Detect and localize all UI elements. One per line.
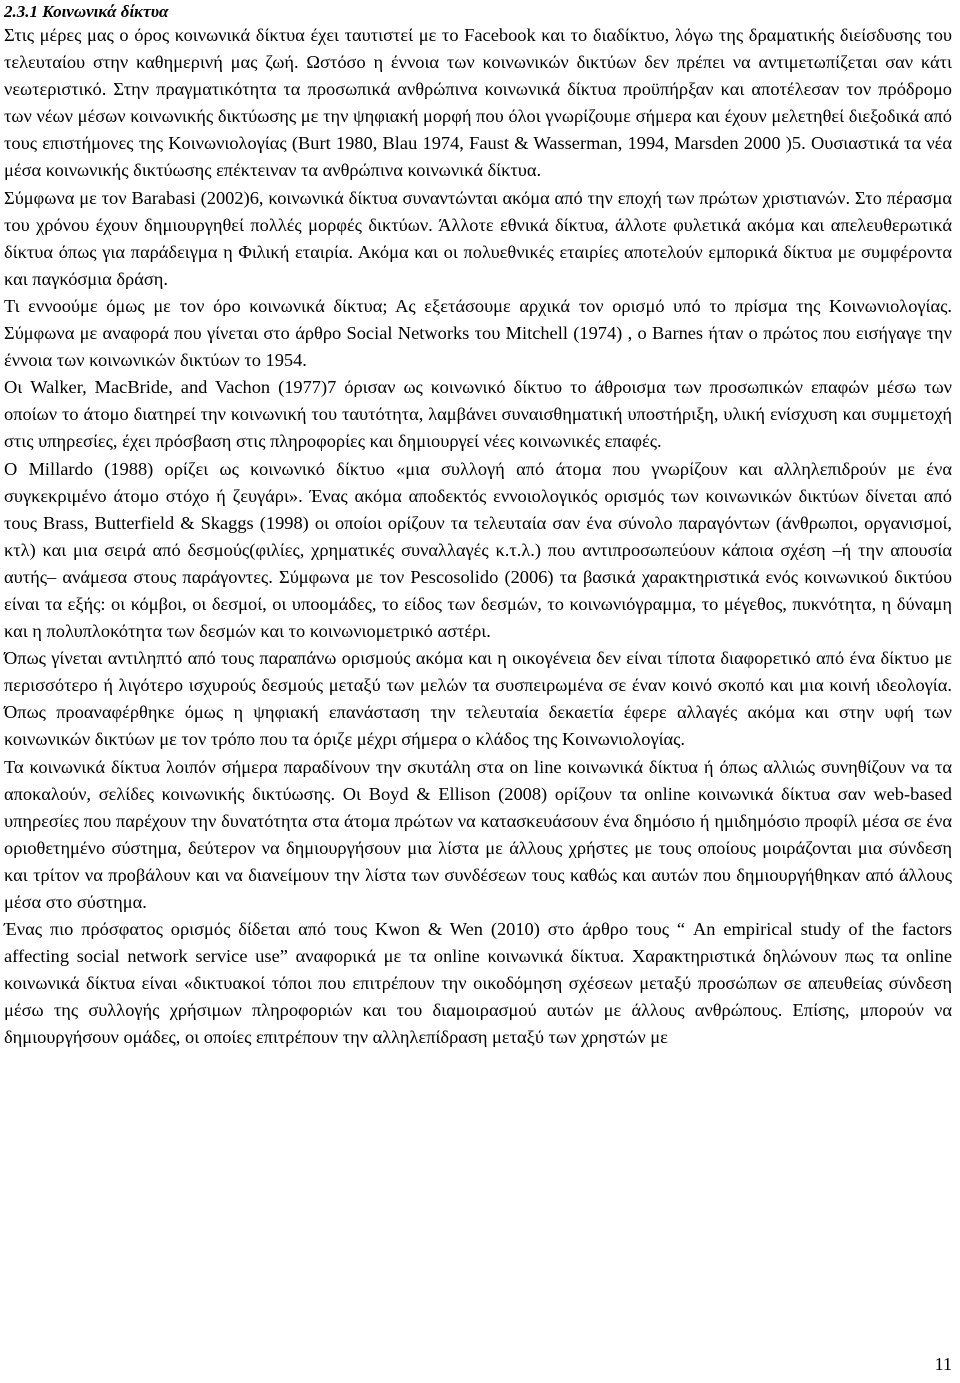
section-heading: 2.3.1 Κοινωνικά δίκτυα: [4, 2, 169, 21]
paragraph-8: Ένας πιο πρόσφατος ορισμός δίδεται από τους Kwon & Wen (2010) στο άρθρο τους “ An empirical study of the factors affecting social network service use” αναφορικά με τα online κοινωνικά δίκτυα. Χαρακτηριστικά δηλώνουν πως τα online κοινωνικά δίκτυα είναι «δικτυακοί τόποι που επιτρέπουν την οικοδόμηση σχέσεων μεταξύ προσώπων σε απευθείας σύνδεση μέσω της συλλογής χρήσιμων πληροφοριών και του διαμοιρασμού αυτών με άλλους ανθρώπους. Επίσης, μπορούν να δημιουργήσουν ομάδες, οι οποίες επιτρέπουν την αλληλεπίδραση μεταξύ των χρηστών με: [4, 919, 952, 1048]
paragraph-4: Οι Walker, MacBride, and Vachon (1977)7 όρισαν ως κοινωνικό δίκτυο το άθροισμα των προσωπικών επαφών μέσω των οποίων το άτομο διατηρεί την κοινωνική του ταυτότητα, λαμβάνει συναισθηματική υποστήριξη, υλική ενίσχυση και συμμετοχή στις υπηρεσίες, έχει πρόσβαση στις πληροφορίες και δημιουργεί νέες κοινωνικές επαφές.: [4, 377, 952, 452]
page-number: 11: [934, 1354, 952, 1374]
paragraph-2: Σύμφωνα με τον Barabasi (2002)6, κοινωνικά δίκτυα συναντώνται ακόμα από την εποχή των πρώτων χριστιανών. Στο πέρασμα του χρόνου έχουν δημιουργηθεί πολλές μορφές δικτύων. Άλλοτε εθνικά δίκτυα, άλλοτε φυλετικά ακόμα και απελευθερωτικά δίκτυα όπως για παράδειγμα η Φιλική εταιρία. Ακόμα και οι πολυεθνικές εταιρίες αποτελούν εμπορικά δίκτυα με συμφέροντα και παγκόσμια δράση.: [4, 187, 952, 289]
document-page: [4, 0, 952, 1052]
paragraph-1: Στις μέρες μας ο όρος κοινωνικά δίκτυα έχει ταυτιστεί με το Facebook και το διαδίκτυο, λόγω της δραματικής διείσδυσης του τελευταίου στην καθημερινή μας ζωή. Ωστόσο η έννοια των κοινωνικών δικτύων δεν πρέπει να αντιμετωπίζεται σαν κάτι νεωτεριστικό. Στην πραγματικότητα τα προσωπικά ανθρώπινα κοινωνικά δίκτυα προϋπήρξαν και αποτέλεσαν τον πρόδρομο των νέων μέσων κοινωνικής δικτύωσης με την ψηφιακή μορφή που όλοι γνωρίζουμε σήμερα και έχουν μελετηθεί διεξοδικά από τους επιστήμονες της Κοινωνιολογίας (Burt 1980, Blau 1974, Faust & Wasserman, 1994, Marsden 2000 )5. Ουσιαστικά τα νέα μέσα κοινωνικής δικτύωσης επέκτειναν τα ανθρώπινα κοινωνικά δίκτυα.: [4, 25, 952, 181]
paragraph-3: Τι εννοούμε όμως με τον όρο κοινωνικά δίκτυα; Ας εξετάσουμε αρχικά τον ορισμό υπό το πρίσμα της Κοινωνιολογίας. Σύμφωνα με αναφορά που γίνεται στο άρθρο Social Networks του Mitchell (1974) , ο Barnes ήταν ο πρώτος που εισήγαγε την έννοια των κοινωνικών δικτύων το 1954.: [4, 295, 952, 371]
paragraph-6: Όπως γίνεται αντιληπτό από τους παραπάνω ορισμούς ακόμα και η οικογένεια δεν είναι τίποτα διαφορετικό από ένα δίκτυο με περισσότερο ή λιγότερο ισχυρούς δεσμούς μεταξύ των μελών τα συσπειρωμένα σε έναν κοινό σκοπό και μια κοινή ιδεολογία. Όπως προαναφέρθηκε όμως η ψηφιακή επανάσταση την τελευταία δεκαετία έφερε αλλαγές ακόμα και στην υφή των κοινωνικών δικτύων με τον τρόπο που τα όριζε μέχρι σήμερα ο κλάδος της Κοινωνιολογίας.: [4, 648, 952, 750]
paragraph-7: Τα κοινωνικά δίκτυα λοιπόν σήμερα παραδίνουν την σκυτάλη στα on line κοινωνικά δίκτυα ή όπως αλλιώς συνηθίζουν να τα αποκαλούν, σελίδες κοινωνικής δικτύωσης. Οι Boyd & Ellison (2008) ορίζουν τα online κοινωνικά δίκτυα σαν web-based υπηρεσίες που παρέχουν την δυνατότητα στα άτομα πρώτων να κατασκευάσουν ένα δημόσιο ή ημιδημόσιο προφίλ μέσα σε ένα οριοθετημένο σύστημα, δεύτερον να δημιουργήσουν μια λίστα με άλλους χρήστες με τους οποίους μοιράζονται μια σύνδεση και τρίτον να προβάλουν και να διανείμουν την λίστα των συνδέσεων τους καθώς και αυτών που δημιουργήθηκαν από άλλους μέσα στο σύστημα.: [4, 756, 952, 912]
paragraph-5: Ο Millardo (1988) ορίζει ως κοινωνικό δίκτυο «μια συλλογή από άτομα που γνωρίζουν και αλληλεπιδρούν με ένα συγκεκριμένο άτομο στόχο ή ζευγάρι». Ένας ακόμα αποδεκτός εννοιολογικός ορισμός των κοινωνικών δικτύων δίνεται από τους Brass, Butterfield & Skaggs (1998) οι οποίοι ορίζουν τα τελευταία σαν ένα σύνολο παραγόντων (άνθρωποι, οργανισμοί, κτλ) και μια σειρά από δεσμούς(φιλίες, χρηματικές συναλλαγές κ.τ.λ.) που αντιπροσωπεύουν κάποια σχέση –ή την απουσία αυτής– ανάμεσα στους παράγοντες. Σύμφωνα με τον Pescosolido (2006) τα βασικά χαρακτηριστικά ενός κοινωνικού δικτύου είναι τα εξής: οι κόμβοι, οι δεσμοί, οι υποομάδες, το είδος των δεσμών, το κοινωνιόγραμμα, το μέγεθος, πυκνότητα, η δύναμη και η πολυπλοκότητα των δεσμών και το κοινωνιομετρικό αστέρι.: [4, 458, 952, 642]
